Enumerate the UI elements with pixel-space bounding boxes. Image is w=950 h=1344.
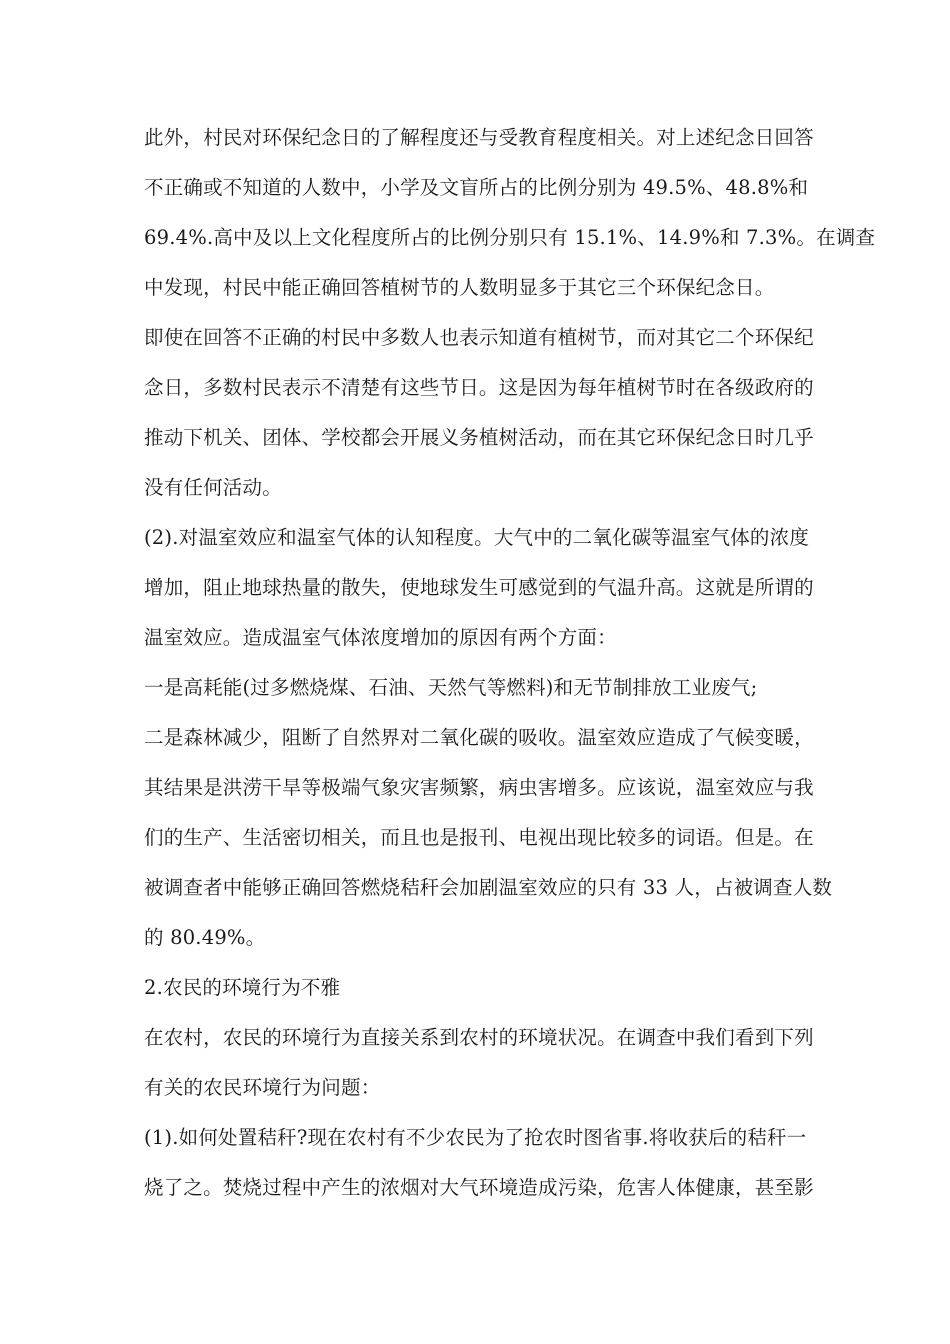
text-line: 有关的农民环境行为问题： <box>144 1076 381 1099</box>
text-line: 中发现，村民中能正确回答植树节的人数明显多于其它三个环保纪念日。 <box>144 276 775 299</box>
section-heading: 2.农民的环境行为不雅 <box>144 976 341 999</box>
text-line: 69.4%.高中及以上文化程度所占的比例分别只有 15.1%、14.9%和 7.3%。在调查 <box>144 226 876 249</box>
text-line: 念日，多数村民表示不清楚有这些节日。这是因为每年植树节时在各级政府的 <box>144 376 814 399</box>
text-line: (1).如何处置秸秆?现在农村有不少农民为了抢农时图省事.将收获后的秸秆一 <box>144 1126 807 1149</box>
text-line: 在农村，农民的环境行为直接关系到农村的环境状况。在调查中我们看到下列 <box>144 1026 814 1049</box>
text-line: 温室效应。造成温室气体浓度增加的原因有两个方面： <box>144 626 617 649</box>
text-line: 不正确或不知道的人数中，小学及文盲所占的比例分别为 49.5%、48.8%和 <box>144 176 809 199</box>
text-line: 即使在回答不正确的村民中多数人也表示知道有植树节，而对其它二个环保纪 <box>144 326 814 349</box>
text-line: 一是高耗能(过多燃烧煤、石油、天然气等燃料)和无节制排放工业废气; <box>144 676 758 699</box>
text-line: 烧了之。焚烧过程中产生的浓烟对大气环境造成污染，危害人体健康，甚至影 <box>144 1176 814 1199</box>
text-line: 们的生产、生活密切相关，而且也是报刊、电视出现比较多的词语。但是。在 <box>144 826 814 849</box>
text-line: 推动下机关、团体、学校都会开展义务植树活动，而在其它环保纪念日时几乎 <box>144 426 814 449</box>
text-line: 二是森林减少，阻断了自然界对二氧化碳的吸收。温室效应造成了气候变暖， <box>144 726 814 749</box>
text-line: 没有任何活动。 <box>144 476 282 499</box>
text-line: 被调查者中能够正确回答燃烧秸秆会加剧温室效应的只有 33 人，占被调查人数 <box>144 876 833 899</box>
text-line: 增加，阻止地球热量的散失，使地球发生可感觉到的气温升高。这就是所谓的 <box>144 576 814 599</box>
text-line: (2).对温室效应和温室气体的认知程度。大气中的二氧化碳等温室气体的浓度 <box>144 526 810 549</box>
text-line: 此外，村民对环保纪念日的了解程度还与受教育程度相关。对上述纪念日回答 <box>144 126 814 149</box>
text-line: 其结果是洪涝干旱等极端气象灾害频繁，病虫害增多。应该说，温室效应与我 <box>144 776 814 799</box>
text-line: 的 80.49%。 <box>144 926 266 949</box>
